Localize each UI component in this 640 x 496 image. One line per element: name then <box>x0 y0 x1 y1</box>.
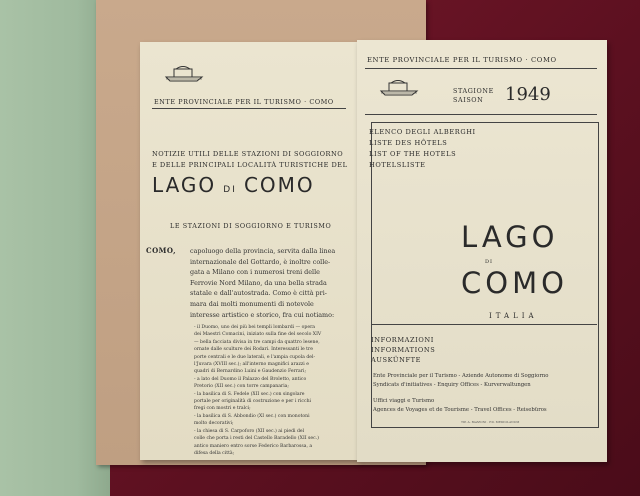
ship-logo-icon <box>379 78 419 96</box>
right-year-rule <box>365 114 597 115</box>
note-line: — bella facciata divisa in tre campi da quattro lesene, <box>194 339 320 345</box>
note-line: colle che porta i resti del Castello Baradello (XII sec.) <box>194 436 319 442</box>
ship-logo-icon <box>164 64 204 82</box>
left-header-rule <box>152 108 346 109</box>
info-line: Syndicats d'initiatives - Enquiry Offices - Kurverwaltungen <box>373 381 531 388</box>
info-label: INFORMAZIONI <box>371 336 434 344</box>
paragraph-line: statale e dall'autostrada. Como è città pri- <box>190 289 327 298</box>
right-header-rule <box>365 68 597 69</box>
left-lead-word: COMO, <box>146 246 177 255</box>
right-title-como: COMO <box>461 266 568 300</box>
right-title-lago: LAGO <box>461 220 559 254</box>
left-header: ENTE PROVINCIALE PER IL TURISMO · COMO <box>154 98 334 106</box>
info-label: INFORMATIONS <box>371 346 436 354</box>
note-line: ornate dalle sculture dei Rodari. Interessanti le tre <box>194 347 313 353</box>
hotel-list-title: ELENCO DEGLI ALBERGHI <box>369 128 476 136</box>
green-folder <box>0 0 110 496</box>
paragraph-line: gata a Milano con i numerosi treni delle <box>190 268 320 277</box>
stagione-label: STAGIONE <box>453 87 494 95</box>
season-year: 1949 <box>505 84 551 105</box>
paragraph-line: mara dai molti monumenti di notevole <box>190 299 314 308</box>
info-label: AUSKÜNFTE <box>371 356 422 364</box>
left-intro-line2: E DELLE PRINCIPALI LOCALITÀ TURISTICHE DEL <box>152 161 348 169</box>
note-line: antico maniero entro sorse Federico Barbarossa, a <box>194 443 313 449</box>
left-notes <box>194 324 354 457</box>
note-line: - a lato del Duomo il Palazzo del Broletto, antico <box>194 376 307 382</box>
left-title <box>152 173 315 197</box>
note-line: Pretorio (XII sec.) con torre campanaria; <box>194 384 289 390</box>
left-intro-line1: NOTIZIE UTILI DELLE STAZIONI DI SOGGIORNO <box>152 150 344 158</box>
note-line: - la chiesa di S. Carpoforo (XII sec.) ai piedi del <box>194 428 305 434</box>
hotel-list-title: LIST OF THE HOTELS <box>369 150 457 158</box>
note-line: difesa della città; <box>194 450 235 456</box>
note-line: l'Juvara (XVIII sec.); all'interno magnifici arazzi e <box>194 362 309 368</box>
note-line: fregi con mostri e tralci; <box>194 406 251 412</box>
right-italia-rule <box>371 324 597 325</box>
left-title-como: COMO <box>243 173 315 197</box>
note-line: - la basilica di S. Abbondio (XI sec.) con monotoni <box>194 413 310 419</box>
left-paragraph <box>190 246 354 320</box>
note-line: - il Duomo, uno dei più bei templi lombardi — opera <box>194 325 316 330</box>
note-line: portale per originalità di costruzione e per i ricchi <box>194 399 311 405</box>
note-line: dei Maestri Comacini, iniziato sulla fine del secolo XIV <box>194 332 322 338</box>
note-line: quadri di Bernardino Luini e Gaudenzio Ferrari; <box>194 369 306 375</box>
paragraph-line: internazionale del Gottardo, è inoltre colle- <box>190 257 331 266</box>
info-lines <box>373 372 599 414</box>
right-title-di: DI <box>485 259 493 265</box>
hotel-list-title: HOTELSLISTE <box>369 161 426 169</box>
paragraph-line: Ferrovie Nord Milano, da una bella strada <box>190 278 327 287</box>
right-header: ENTE PROVINCIALE PER IL TURISMO · COMO <box>367 56 557 64</box>
hotel-list-title: LISTE DES HÔTELS <box>369 139 448 147</box>
saison-label: SAISON <box>453 96 484 104</box>
info-spacer <box>373 389 599 397</box>
left-subtitle: LE STAZIONI DI SOGGIORNO E TURISMO <box>170 222 332 230</box>
paragraph-line: capoluogo della provincia, servita dalla linea <box>190 247 336 255</box>
printer-imprint: TIP. A. BAZZONI · ED. MEDIOLANUM <box>461 420 520 424</box>
note-line: - la basilica di S. Fedele (XII sec.) con singolare <box>194 391 305 397</box>
note-line: porte centrali e le due laterali, e l'ampia cupola del- <box>194 354 316 360</box>
paragraph-line: interesse artistico e storico, fra cui notiamo: <box>190 310 335 319</box>
left-title-lago: LAGO <box>152 173 217 197</box>
left-title-di: DI <box>223 185 237 195</box>
info-line: Agences de Voyages et de Tourisme - Travel Offices - Reisebüros <box>373 406 547 413</box>
info-line: Ente Provinciale per il Turismo - Aziende Autonome di Soggiorno <box>373 373 549 379</box>
note-line: molto decorativi; <box>194 421 234 427</box>
info-line: Uffici viaggi e Turismo <box>373 398 435 405</box>
left-brochure <box>140 42 358 460</box>
right-title-italia: ITALIA <box>489 312 538 320</box>
right-brochure <box>357 40 607 462</box>
